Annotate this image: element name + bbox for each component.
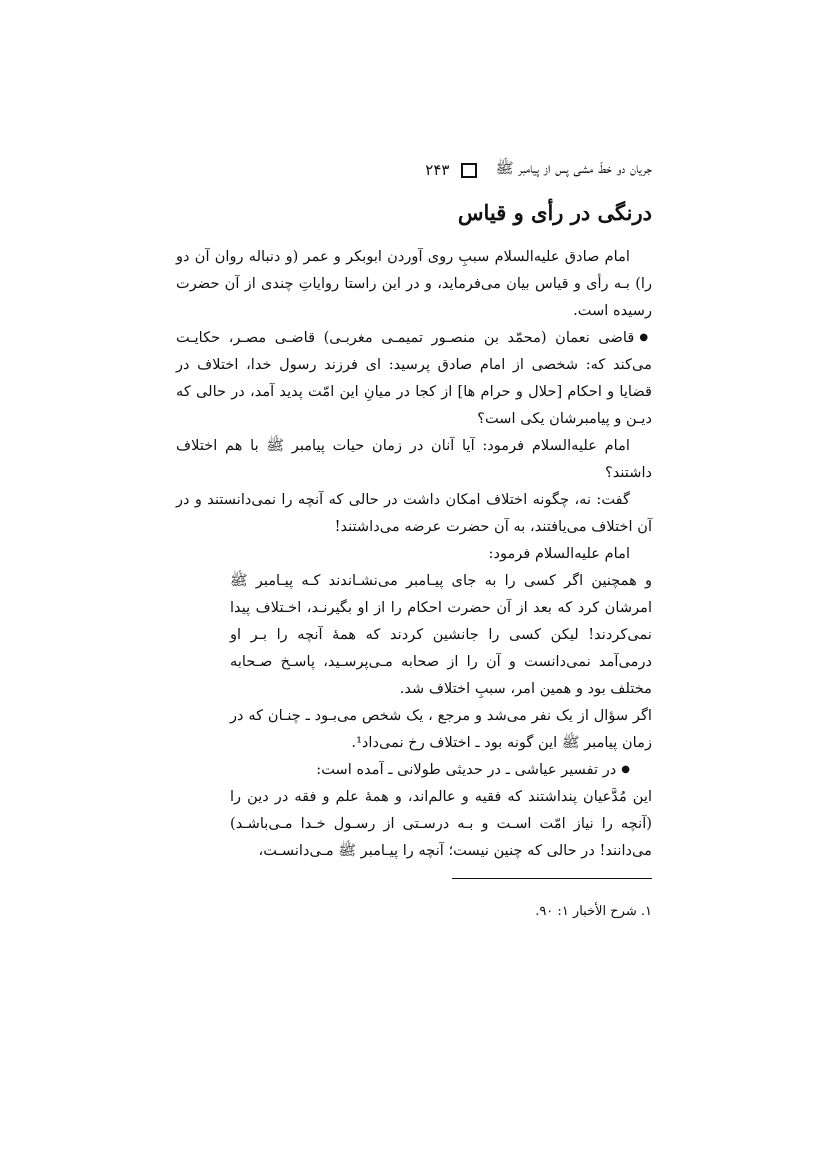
- footnote-divider: [452, 878, 652, 879]
- paragraph-imam-said: امام علیه‌السلام فرمود:: [488, 545, 630, 562]
- footnote: ۱. شرح الأخبار ۱: ۹۰.: [535, 904, 652, 919]
- section-heading: درنگی در رأی و قیاس: [457, 200, 652, 225]
- page-number: ۲۴۳: [425, 161, 450, 179]
- paragraph-tafsir-text: در تفسیر عیاشی ـ در حدیثی طولانی ـ آمده است:: [316, 761, 617, 778]
- bullet-icon: [634, 329, 652, 346]
- quote-block-3: این مُدَّعیان پنداشتند که فقیه و عالم‌اند، و همهٔ علم و فقه در دین را (آنچه را نیاز امّت اسـت و بـه درسـتی از رسـول خـدا مـی‌باشـد) می‌دانند! در حالی که چنین نیست؛ آنچه را پیـامبر ﷺ مـی‌دانسـت،: [230, 788, 652, 859]
- bullet-icon: [616, 761, 630, 778]
- header-square-icon: [461, 163, 477, 178]
- paragraph-intro: امام صادق علیه‌السلام سببِ روی آوردن ابوبکر و عمر (و دنباله روان آن دو را) بـه رأی و قیاس بیان می‌فرماید، و در این راستا روایاتِ چندی از آن حضرت رسیده است.: [176, 248, 652, 319]
- paragraph-tafsir: [176, 756, 652, 783]
- body-text: [176, 243, 652, 864]
- running-header: [176, 158, 652, 182]
- quote-block-1: و همچنین اگر کسی را به جای پیـامبر می‌نشـاندند کـه پیـامبر ﷺ امرشان کرد که بعد از آن حضرت احکام را از او بگیرنـد، اخـتلاف پیدا نمی‌کردند! لیکن کسی را جانشین کردند که همهٔ آنچه را بـر او درمی‌آمد نمی‌دانست و آن را از صحابه مـی‌پرسـید، پاسـخ صـحابه مختلف بود و همین امر، سببِ اختلاف شد.: [230, 572, 652, 697]
- paragraph-qadi-numan-text: قاضی نعمان (محمّد بن منصـور تمیمـی مغربـی) قاضـی مصـر، حکایـت می‌کند که: شخصی از امام صادق پرسید: ای فرزند رسول خدا، اختلاف در قضایا و احکام [حلال و حرام ها] از کجا در میانِ این امّت پدید آمد، در حالی که دیـن و پیامبرشان یکی است؟: [176, 329, 652, 427]
- paragraph-answer: گفت: نه، چگونه اختلاف امکان داشت در حالی که آنچه را نمی‌دانستند و در آن اختلاف می‌یافتند، به آن حضرت عرضه می‌داشتند!: [176, 491, 652, 535]
- paragraph-imam-question: امام علیه‌السلام فرمود: آیا آنان در زمان حیات پیامبر ﷺ با هم اختلاف داشتند؟: [176, 437, 652, 481]
- paragraph-qadi-numan: [176, 324, 652, 432]
- header-title: جریان دو خطّ مشی پس از پیامبر ﷺ: [495, 159, 652, 177]
- quote-block-2: اگر سؤال از یک نفر می‌شد و مرجع ، یک شخص می‌بـود ـ چنـان که در زمان پیامبر ﷺ این گونه بود ـ اختلاف رخ نمی‌داد¹.: [230, 707, 652, 751]
